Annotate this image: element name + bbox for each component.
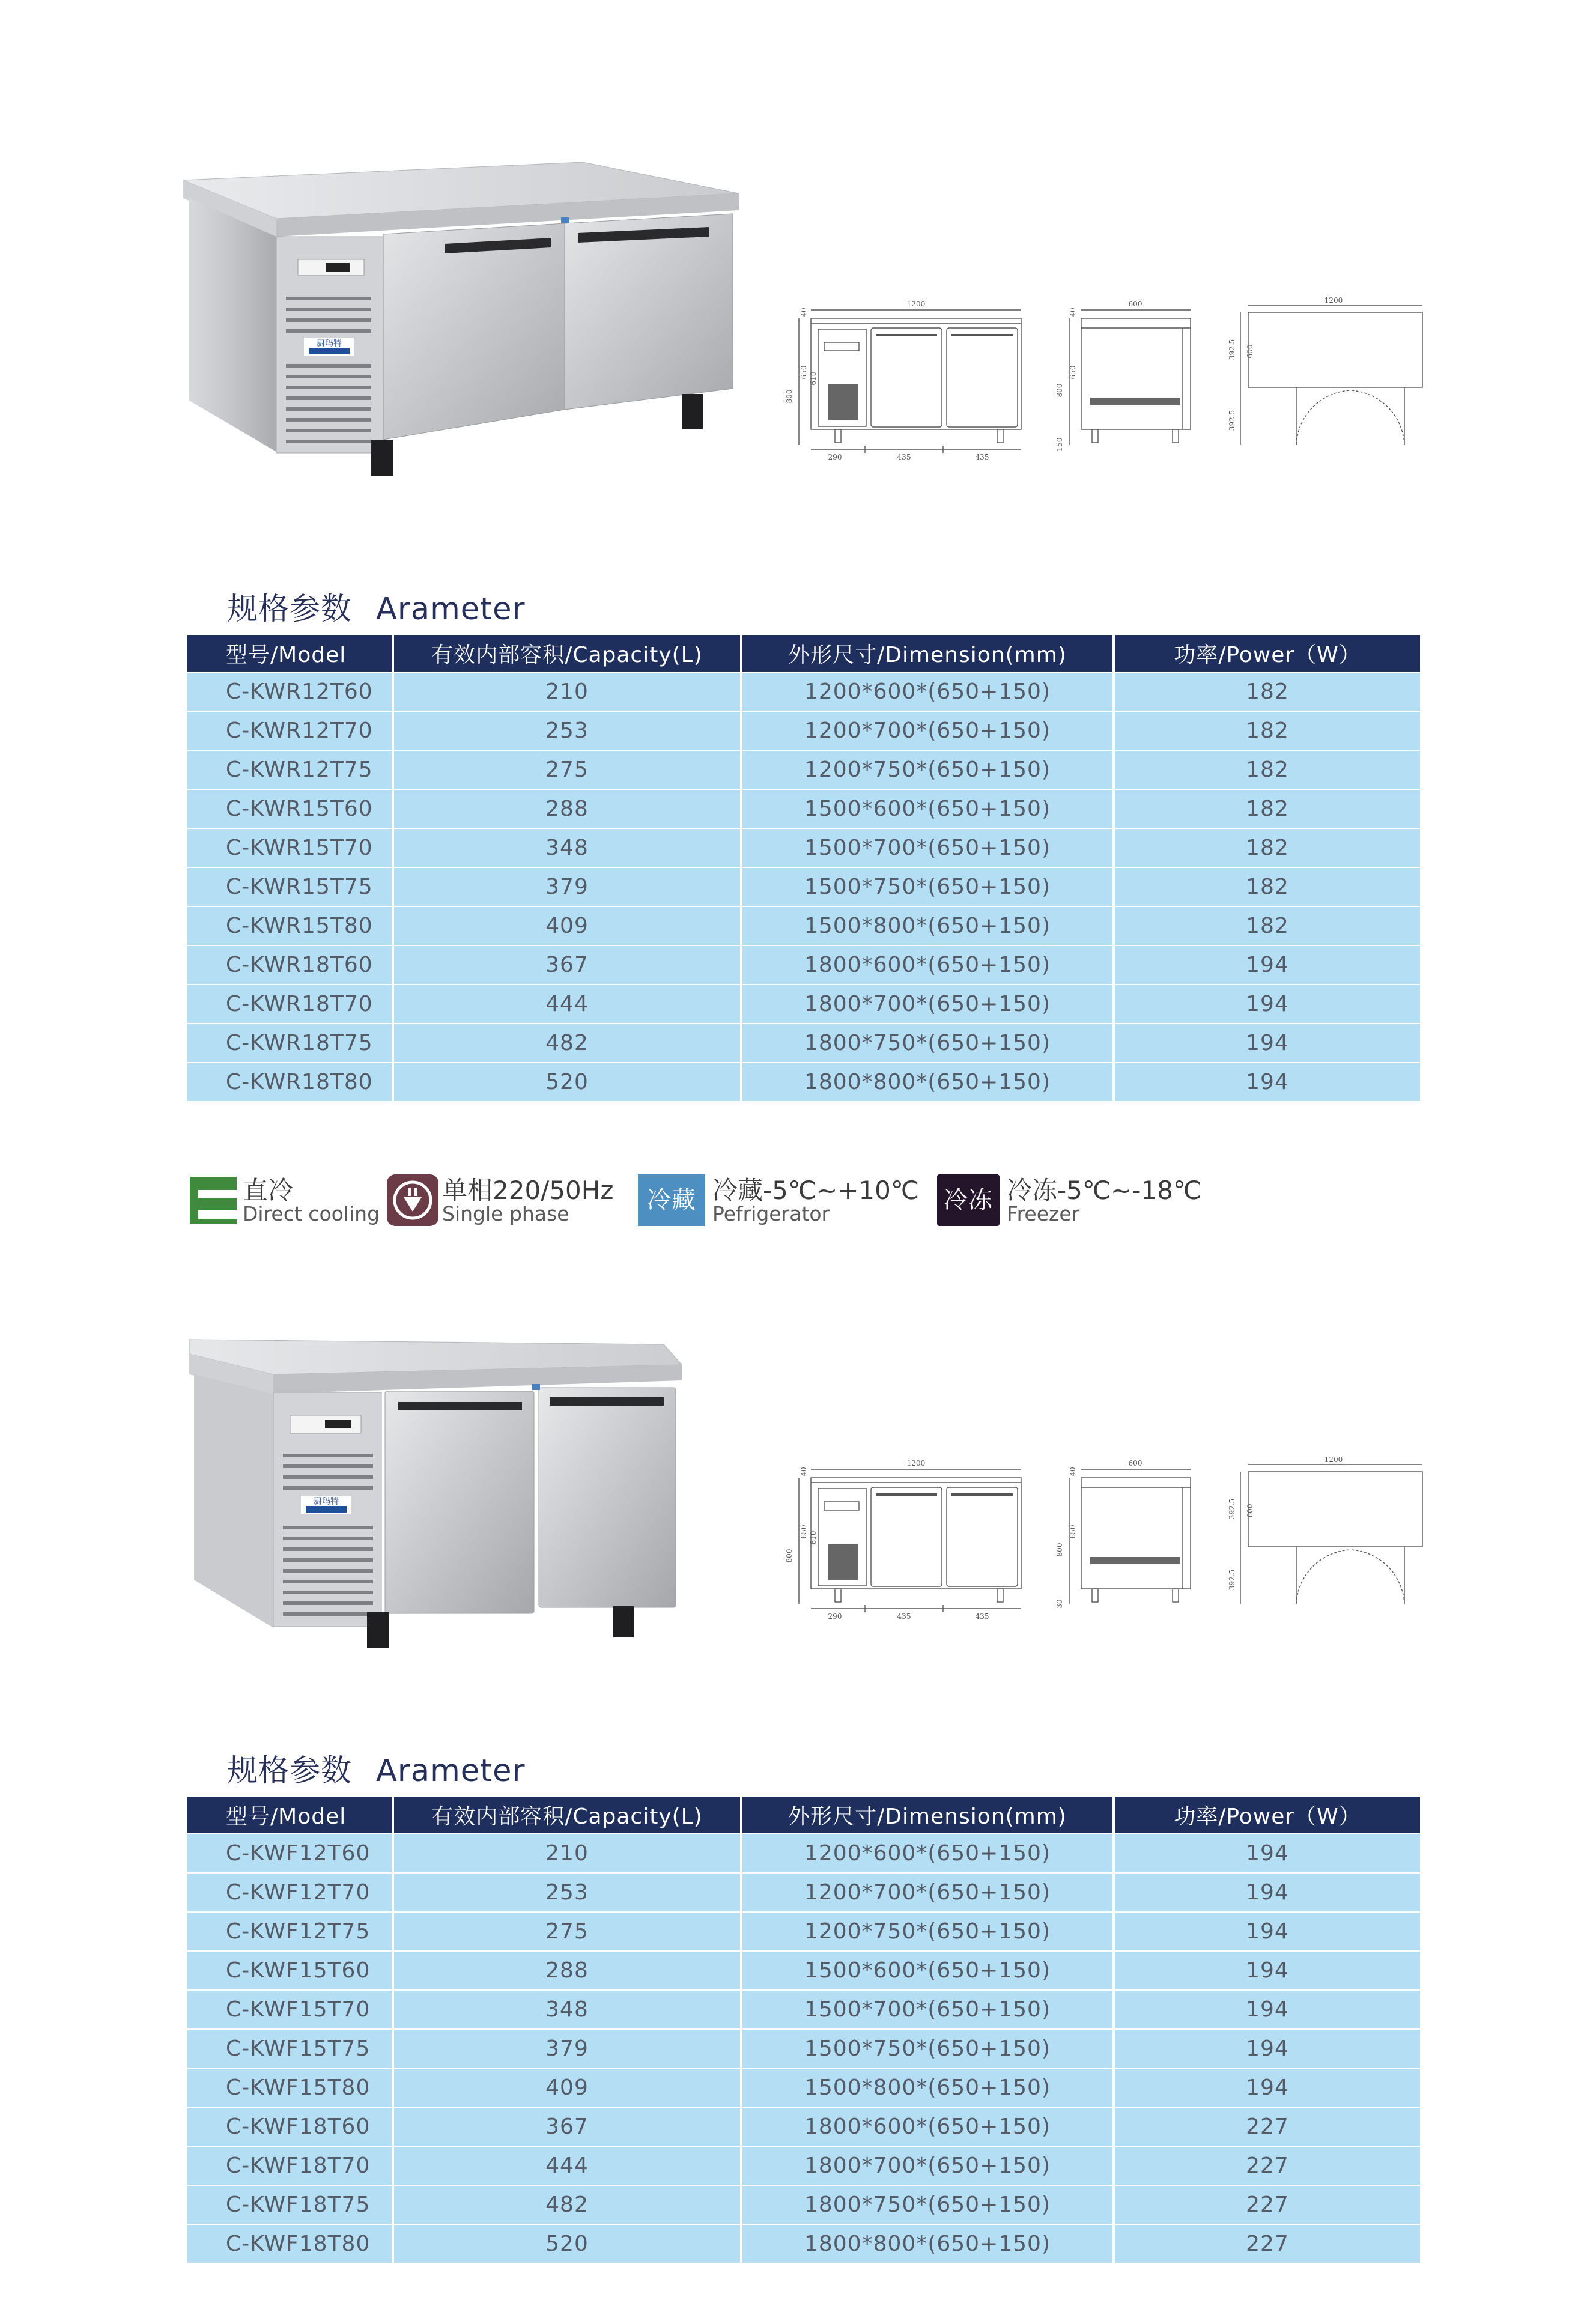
- table-row: [187, 2068, 1420, 2107]
- front-seg1-label: 290: [828, 453, 842, 461]
- model-cell: C-KWF15T75: [187, 2028, 392, 2068]
- front-seg1-label: 290: [828, 1612, 842, 1621]
- front-side-label: 610: [809, 371, 818, 386]
- model-cell: C-KWR15T60: [187, 789, 392, 828]
- dimension-cell: 1800*800*(650+150): [740, 1062, 1112, 1101]
- table-row: [187, 789, 1420, 828]
- front-seg2-label: 435: [897, 453, 911, 461]
- model-cell: C-KWF18T75: [187, 2185, 392, 2224]
- power-cell: 194: [1112, 945, 1420, 984]
- capacity-cell: 348: [392, 1989, 740, 2028]
- dimension-cell: 1500*700*(650+150): [740, 1989, 1112, 2028]
- capacity-cell: 520: [392, 1062, 740, 1101]
- dimension-cell: 1800*700*(650+150): [740, 984, 1112, 1023]
- model-cell: C-KWF18T60: [187, 2107, 392, 2146]
- capacity-cell: 348: [392, 828, 740, 867]
- power-cell: 227: [1112, 2146, 1420, 2185]
- dimension-cell: 1500*750*(650+150): [740, 867, 1112, 906]
- capacity-cell: 409: [392, 2068, 740, 2107]
- plan-door2-label: 392.5: [1228, 410, 1236, 431]
- model-cell: C-KWR12T75: [187, 750, 392, 789]
- dimension-cell: 1200*700*(650+150): [740, 711, 1112, 750]
- technical-drawing-set-2: [775, 1454, 1424, 1622]
- table-row: [187, 1062, 1420, 1101]
- dimension-cell: 1800*800*(650+150): [740, 2224, 1112, 2263]
- power-cell: 194: [1112, 1989, 1420, 2028]
- dimension-cell: 1500*800*(650+150): [740, 2068, 1112, 2107]
- front-seg3-label: 435: [975, 1612, 989, 1621]
- model-cell: C-KWF15T70: [187, 1989, 392, 2028]
- column-header-power: 功率/Power（W）: [1112, 635, 1420, 672]
- plan-door-label: 392.5: [1228, 1498, 1236, 1520]
- front-top-label: 40: [800, 308, 808, 317]
- table-row: [187, 1872, 1420, 1911]
- power-cell: 182: [1112, 828, 1420, 867]
- power-cell: 227: [1112, 2185, 1420, 2224]
- refrigerate-badge-icon: 冷藏: [638, 1174, 705, 1226]
- capacity-cell: 482: [392, 1023, 740, 1062]
- power-cell: 194: [1112, 2068, 1420, 2107]
- capacity-cell: 482: [392, 2185, 740, 2224]
- side-top-label: 40: [1069, 1467, 1077, 1476]
- front-side-label: 610: [809, 1531, 818, 1545]
- technical-drawing-set: [775, 294, 1424, 463]
- capacity-cell: 409: [392, 906, 740, 945]
- table-row: [187, 945, 1420, 984]
- direct-cooling-icon: [187, 1174, 239, 1226]
- capacity-cell: 210: [392, 1833, 740, 1872]
- plan-depth-label: 600: [1246, 344, 1254, 359]
- front-height-label: 800: [785, 389, 793, 404]
- model-cell: C-KWR18T75: [187, 1023, 392, 1062]
- power-cell: 194: [1112, 1833, 1420, 1872]
- capacity-cell: 210: [392, 672, 740, 711]
- table-row: [187, 2185, 1420, 2224]
- front-top-label: 40: [800, 1467, 808, 1476]
- model-cell: C-KWR18T80: [187, 1062, 392, 1101]
- model-cell: C-KWF12T60: [187, 1833, 392, 1872]
- side-height-label: 800: [1055, 1543, 1064, 1557]
- side-view-drawing: [1069, 1469, 1191, 1604]
- model-cell: C-KWR18T60: [187, 945, 392, 984]
- feature-en-label: Pefrigerator: [712, 1202, 830, 1225]
- front-inner-label: 650: [800, 1525, 808, 1539]
- column-header-model: 型号/Model: [187, 1797, 392, 1833]
- model-cell: C-KWR15T75: [187, 867, 392, 906]
- table-row: [187, 984, 1420, 1023]
- plan-depth-label: 600: [1246, 1503, 1254, 1518]
- capacity-cell: 444: [392, 2146, 740, 2185]
- dimension-cell: 1200*750*(650+150): [740, 1911, 1112, 1950]
- capacity-cell: 379: [392, 2028, 740, 2068]
- side-bottom-label: 30: [1055, 1599, 1064, 1609]
- feature-single-phase: [387, 1173, 615, 1228]
- power-cell: 182: [1112, 750, 1420, 789]
- model-cell: C-KWF18T80: [187, 2224, 392, 2263]
- side-inner-label: 650: [1069, 1525, 1077, 1539]
- dimension-cell: 1800*600*(650+150): [740, 945, 1112, 984]
- model-cell: C-KWR15T80: [187, 906, 392, 945]
- dimension-cell: 1500*700*(650+150): [740, 828, 1112, 867]
- table-header-row: [187, 635, 1420, 672]
- front-view-drawing: [799, 310, 1021, 453]
- side-bottom-label: 150: [1055, 437, 1064, 452]
- power-cell: 182: [1112, 672, 1420, 711]
- table-row: [187, 750, 1420, 789]
- feature-en-label: Direct cooling: [243, 1202, 380, 1225]
- section-title-cn: 规格参数: [227, 1753, 353, 1789]
- dimension-cell: 1800*700*(650+150): [740, 2146, 1112, 2185]
- power-cell: 227: [1112, 2224, 1420, 2263]
- table-row: [187, 2107, 1420, 2146]
- plan-view-drawing: [1240, 305, 1422, 445]
- dimension-cell: 1800*750*(650+150): [740, 1023, 1112, 1062]
- feature-cn-label: 直冷: [243, 1176, 294, 1205]
- feature-cn-label: 单相220/50Hz: [442, 1176, 614, 1205]
- spec-section-title: [227, 584, 526, 628]
- plan-door-label: 392.5: [1228, 339, 1236, 360]
- power-cell: 227: [1112, 2107, 1420, 2146]
- table-row: [187, 1950, 1420, 1989]
- table-row: [187, 867, 1420, 906]
- side-depth-label: 600: [1128, 1459, 1142, 1467]
- product-photo-refrigerator: [180, 157, 745, 482]
- capacity-cell: 288: [392, 1950, 740, 1989]
- plan-width-label: 1200: [1324, 1455, 1343, 1464]
- dimension-cell: 1500*600*(650+150): [740, 789, 1112, 828]
- dimension-cell: 1500*750*(650+150): [740, 2028, 1112, 2068]
- front-width-label: 1200: [906, 300, 926, 308]
- feature-refrigerator: [638, 1173, 920, 1228]
- power-cell: 182: [1112, 789, 1420, 828]
- power-plug-icon: [387, 1174, 438, 1226]
- table-row: [187, 2146, 1420, 2185]
- table-row: [187, 828, 1420, 867]
- spec-section-title-2: [227, 1746, 526, 1790]
- capacity-cell: 275: [392, 750, 740, 789]
- brand-logo-text: 厨玛特: [314, 1497, 339, 1506]
- table-row: [187, 1023, 1420, 1062]
- capacity-cell: 253: [392, 1872, 740, 1911]
- column-header-dimension: 外形尺寸/Dimension(mm): [740, 635, 1112, 672]
- model-cell: C-KWR12T60: [187, 672, 392, 711]
- capacity-cell: 367: [392, 2107, 740, 2146]
- front-inner-label: 650: [800, 365, 808, 380]
- dimension-cell: 1200*600*(650+150): [740, 1833, 1112, 1872]
- power-cell: 182: [1112, 906, 1420, 945]
- power-cell: 194: [1112, 1023, 1420, 1062]
- capacity-cell: 379: [392, 867, 740, 906]
- section-title-en: Arameter: [376, 592, 526, 627]
- side-height-label: 800: [1055, 383, 1064, 398]
- power-cell: 194: [1112, 984, 1420, 1023]
- model-cell: C-KWF12T70: [187, 1872, 392, 1911]
- plan-width-label: 1200: [1324, 296, 1343, 305]
- feature-en-label: Freezer: [1007, 1202, 1080, 1225]
- power-cell: 194: [1112, 1062, 1420, 1101]
- power-cell: 194: [1112, 1950, 1420, 1989]
- model-cell: C-KWR15T70: [187, 828, 392, 867]
- plan-door2-label: 392.5: [1228, 1569, 1236, 1591]
- capacity-cell: 367: [392, 945, 740, 984]
- capacity-cell: 275: [392, 1911, 740, 1950]
- table-row: [187, 1989, 1420, 2028]
- dimension-cell: 1800*600*(650+150): [740, 2107, 1112, 2146]
- power-cell: 194: [1112, 1872, 1420, 1911]
- feature-cn-label: 冷冻-5℃~-18℃: [1007, 1176, 1202, 1205]
- feature-freezer: [937, 1173, 1213, 1228]
- section-title-en: Arameter: [376, 1753, 526, 1789]
- table-row: [187, 711, 1420, 750]
- column-header-dimension: 外形尺寸/Dimension(mm): [740, 1797, 1112, 1833]
- front-view-drawing: [799, 1469, 1021, 1612]
- spec-table-freezer: [187, 1797, 1420, 2263]
- power-cell: 194: [1112, 2028, 1420, 2068]
- power-cell: 182: [1112, 711, 1420, 750]
- dimension-cell: 1200*600*(650+150): [740, 672, 1112, 711]
- dimension-cell: 1500*800*(650+150): [740, 906, 1112, 945]
- model-cell: C-KWF15T60: [187, 1950, 392, 1989]
- front-height-label: 800: [785, 1549, 793, 1563]
- table-row: [187, 906, 1420, 945]
- column-header-capacity: 有效内部容积/Capacity(L): [392, 635, 740, 672]
- capacity-cell: 444: [392, 984, 740, 1023]
- model-cell: C-KWF12T75: [187, 1911, 392, 1950]
- table-row: [187, 1833, 1420, 1872]
- front-seg3-label: 435: [975, 453, 989, 461]
- spec-table-refrigerator: [187, 635, 1420, 1101]
- table-row: [187, 1911, 1420, 1950]
- model-cell: C-KWF18T70: [187, 2146, 392, 2185]
- table-header-row: [187, 1797, 1420, 1833]
- dimension-cell: 1200*700*(650+150): [740, 1872, 1112, 1911]
- model-cell: C-KWF15T80: [187, 2068, 392, 2107]
- side-top-label: 40: [1069, 308, 1077, 317]
- side-inner-label: 650: [1069, 365, 1077, 380]
- product-photo-freezer: [183, 1327, 694, 1652]
- front-seg2-label: 435: [897, 1612, 911, 1621]
- table-row: [187, 2028, 1420, 2068]
- model-cell: C-KWR12T70: [187, 711, 392, 750]
- table-row: [187, 2224, 1420, 2263]
- freeze-badge-icon: 冷冻: [937, 1174, 1000, 1226]
- column-header-power: 功率/Power（W）: [1112, 1797, 1420, 1833]
- side-view-drawing: [1069, 310, 1191, 445]
- feature-cn-label: 冷藏-5℃~+10℃: [712, 1176, 920, 1205]
- plan-view-drawing: [1240, 1464, 1422, 1604]
- feature-en-label: Single phase: [442, 1202, 569, 1225]
- capacity-cell: 253: [392, 711, 740, 750]
- dimension-cell: 1500*600*(650+150): [740, 1950, 1112, 1989]
- feature-direct-cooling: [187, 1173, 380, 1228]
- column-header-model: 型号/Model: [187, 635, 392, 672]
- table-row: [187, 672, 1420, 711]
- front-width-label: 1200: [906, 1459, 926, 1467]
- power-cell: 194: [1112, 1911, 1420, 1950]
- brand-logo-text: 厨玛特: [317, 339, 342, 348]
- power-cell: 182: [1112, 867, 1420, 906]
- section-title-cn: 规格参数: [227, 592, 353, 627]
- capacity-cell: 288: [392, 789, 740, 828]
- dimension-cell: 1800*750*(650+150): [740, 2185, 1112, 2224]
- side-depth-label: 600: [1128, 300, 1142, 308]
- model-cell: C-KWR18T70: [187, 984, 392, 1023]
- column-header-capacity: 有效内部容积/Capacity(L): [392, 1797, 740, 1833]
- capacity-cell: 520: [392, 2224, 740, 2263]
- dimension-cell: 1200*750*(650+150): [740, 750, 1112, 789]
